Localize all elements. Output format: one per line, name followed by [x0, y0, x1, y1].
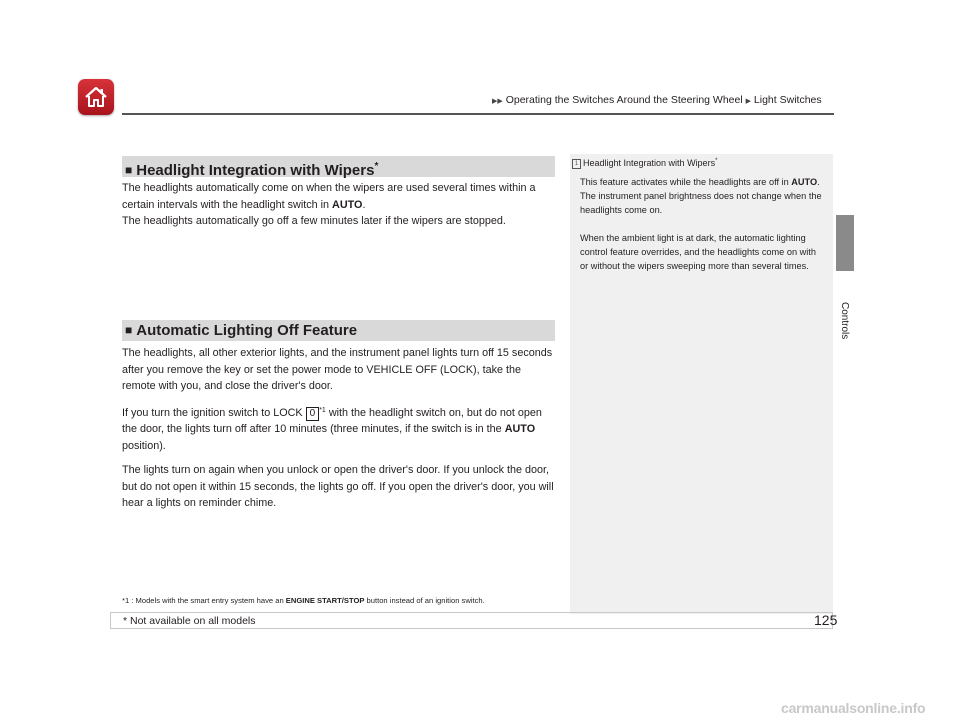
section-square-icon: ■	[125, 323, 133, 337]
note-body	[580, 175, 825, 273]
lock-position-key: 0	[306, 407, 320, 421]
auto-setting: AUTO	[791, 177, 818, 187]
section-title: Automatic Lighting Off Feature	[136, 322, 358, 339]
availability-note: * Not available on all models	[110, 612, 833, 629]
engine-start-stop-label: ENGINE START/STOP	[285, 596, 365, 605]
paragraph: The headlights, all other exterior lights, and the instrument panel lights turn off 15 seconds after you remove the key or set the power mode to VEHICLE OFF (LOCK), take the remote with you, and close the driver's door.	[122, 347, 553, 392]
breadcrumb-separator-icon: ▶	[745, 98, 751, 105]
chapter-tab-label: Controls	[839, 302, 850, 340]
note-paragraph: This feature activates while the headlights are off in AUTO.	[580, 177, 820, 187]
chapter-tab[interactable]	[836, 215, 854, 271]
availability-marker: *	[715, 158, 718, 164]
breadcrumb-link-light-switches[interactable]: Light Switches	[753, 94, 822, 106]
home-button[interactable]	[78, 79, 114, 115]
section-square-icon: ■	[125, 163, 133, 177]
note-paragraph: The instrument panel brightness does not change when the headlights come on.	[580, 191, 822, 215]
section1-body	[122, 180, 556, 230]
paragraph: The headlights automatically go off a few minutes later if the wipers are stopped.	[122, 215, 506, 227]
home-icon	[83, 85, 109, 109]
page-number: 125	[814, 612, 838, 628]
footnote: *1 : Models with the smart entry system have an ENGINE START/STOP button instead of an ignition switch.	[122, 596, 485, 605]
paragraph: The lights turn on again when you unlock or open the driver's door. If you unlock the door, but do not open it within 15 seconds, the lights go off. If you open the driver's door, you will hear a lights on reminder chime.	[122, 464, 554, 509]
section2-body	[122, 345, 556, 512]
breadcrumb-arrows-icon: ▶▶	[492, 98, 503, 105]
section-heading-auto-lighting-off	[122, 320, 555, 341]
watermark: carmanualsonline.info	[781, 700, 926, 716]
breadcrumb	[492, 94, 822, 106]
paragraph: The headlights automatically come on when the wipers are used several times within a certain intervals with the headlight switch in AUTO.	[122, 182, 536, 211]
paragraph: If you turn the ignition switch to LOCK 0 $^{*1}$ with the headlight switch on, but do not open the door, the lights turn off after 10 minutes (three minutes, if the switch is in the AUTO position).	[122, 406, 542, 452]
section-title: Headlight Integration with Wipers	[136, 162, 375, 179]
note-title: 1 Headlight Integration with Wipers*	[572, 158, 717, 169]
auto-setting: AUTO	[332, 198, 363, 211]
auto-setting: AUTO	[504, 423, 536, 435]
footnote-reference[interactable]: *1	[319, 406, 326, 414]
availability-marker: *	[374, 161, 379, 172]
header-divider	[122, 113, 834, 115]
note-paragraph: When the ambient light is at dark, the automatic lighting control feature overrides, and the headlights come on with or without the wipers sweeping more than several times.	[580, 233, 816, 271]
section-heading-headlight-integration	[122, 156, 555, 177]
note-reference-icon: 1	[572, 159, 581, 169]
breadcrumb-link-operating-switches[interactable]: Operating the Switches Around the Steering Wheel	[505, 94, 743, 106]
